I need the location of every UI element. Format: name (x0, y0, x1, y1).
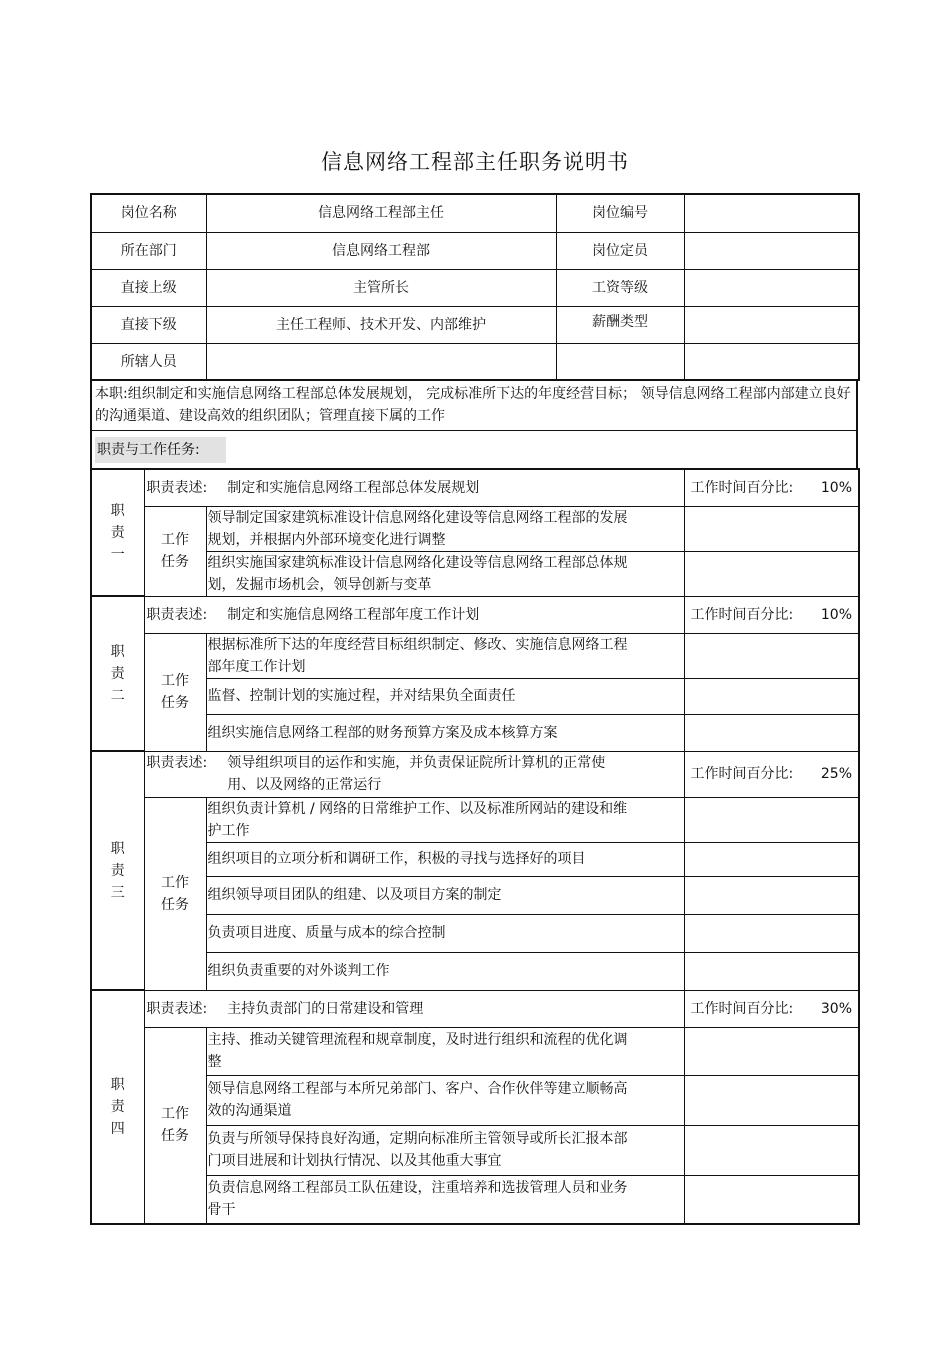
pct-label: 工作时间百分比: (690, 1000, 794, 1017)
salary-grade-value (684, 269, 859, 306)
task-item-text: 组织实施信息网络工程部的财务预算方案及成本核算方案 (207, 724, 558, 741)
pct-label: 工作时间百分比: (690, 479, 794, 496)
pct-value: 25% (820, 766, 852, 782)
info-table (90, 193, 860, 381)
task-item-text: 根据标准所下达的年度经营目标组织制定、修改、实施信息网络工程部年度工作计划 (207, 636, 628, 675)
task-blank (684, 797, 859, 842)
staffing-label: 岗位定员 (556, 232, 684, 269)
salary-type-label: 薪酬类型 (556, 306, 684, 343)
post-name-label: 岗位名称 (91, 194, 206, 232)
duties-header-cell (91, 431, 857, 470)
staff-extra (556, 343, 684, 380)
salary-grade-label: 工资等级 (556, 269, 684, 306)
task-item (206, 506, 684, 551)
task-item-text: 组织负责计算机 / 网络的日常维护工作、以及标准所网站的建设和维护工作 (207, 800, 628, 839)
pct-label: 工作时间百分比: (690, 766, 794, 782)
summary-text: 组织制定和实施信息网络工程部总体发展规划， 完成标准所下达的年度经营目标； 领导信息网络工程部内部建立良好的沟通渠道、建设高效的组织团队；管理直接下属的工作 (95, 386, 851, 424)
task-item-text: 组织负责重要的对外谈判工作 (207, 963, 390, 979)
staff-extra-2 (684, 343, 859, 380)
duty-name-text: 职责一 (110, 502, 125, 563)
task-blank (684, 952, 859, 990)
post-name-value: 信息网络工程部主任 (206, 194, 556, 232)
salary-type-value (684, 306, 859, 343)
dept-value: 信息网络工程部 (206, 232, 556, 269)
task-item-text: 组织项目的立项分析和调研工作，积极的寻找与选择好的项目 (207, 851, 586, 867)
task-label-text: 工作任务 (161, 874, 189, 913)
task-label (144, 797, 206, 990)
task-label (144, 633, 206, 751)
superior-label: 直接上级 (91, 269, 206, 306)
task-item (206, 1175, 684, 1224)
task-item-text: 领导信息网络工程部与本所兄弟部门、客户、合作伙伴等建立顺畅高效的沟通渠道 (207, 1081, 628, 1119)
task-blank (684, 1075, 859, 1125)
duty-name (91, 469, 144, 596)
duty-desc-label: 职责表述: (146, 479, 208, 496)
post-no-value (684, 194, 859, 232)
duty-desc-text: 主持负责部门的日常建设和管理 (227, 1000, 424, 1017)
task-item-text: 组织领导项目团队的组建、以及项目方案的制定 (207, 887, 502, 903)
pct-value: 30% (820, 1000, 852, 1017)
task-label-text: 工作任务 (161, 673, 189, 711)
task-item-text: 领导制定国家建筑标准设计信息网络化建设等信息网络工程部的发展规划，并根据内外部环境变化进行调整 (207, 509, 628, 548)
post-no-label: 岗位编号 (556, 194, 684, 232)
task-blank (684, 914, 859, 952)
duties-table (90, 468, 860, 1225)
duty-name (91, 751, 144, 990)
duty-pct (684, 990, 859, 1027)
task-item-text: 负责与所领导保持良好沟通，定期向标准所主管领导或所长汇报本部门项目进展和计划执行情况、以及其他重大事宜 (207, 1131, 628, 1169)
summary-label: 本职: (95, 386, 128, 402)
task-item (206, 952, 684, 990)
duty-desc (144, 596, 684, 633)
task-blank (684, 1125, 859, 1175)
duty-pct (684, 751, 859, 797)
summary-cell (91, 380, 857, 431)
task-item-text: 负责信息网络工程部员工队伍建设，注重培养和选拔管理人员和业务骨干 (207, 1180, 628, 1219)
task-blank (684, 876, 859, 914)
duty-pct (684, 596, 859, 633)
task-label (144, 506, 206, 596)
task-item (206, 551, 684, 596)
duties-header-table (90, 430, 858, 470)
duty-desc-text: 制定和实施信息网络工程部年度工作计划 (227, 606, 480, 623)
task-item (206, 914, 684, 952)
summary-table (90, 379, 858, 431)
duty-desc-label: 职责表述: (146, 1000, 208, 1017)
duty-name (91, 990, 144, 1224)
subordinate-value: 主任工程师、技术开发、内部维护 (206, 306, 556, 343)
task-item-text: 组织实施国家建筑标准设计信息网络化建设等信息网络工程部总体规划，发掘市场机会，领导创新与变革 (207, 554, 628, 593)
duty-name (91, 596, 144, 751)
staff-label: 所辖人员 (91, 343, 206, 380)
task-blank (684, 633, 859, 678)
duty-desc (144, 469, 684, 506)
duty-name-text: 职责三 (110, 840, 125, 901)
superior-value: 主管所长 (206, 269, 556, 306)
task-blank (684, 1027, 859, 1075)
duties-header: 职责与工作任务: (95, 437, 226, 463)
task-label-text: 工作任务 (161, 532, 189, 570)
task-blank (684, 714, 859, 751)
task-item (206, 678, 684, 714)
task-item-text: 负责项目进度、质量与成本的综合控制 (207, 925, 446, 941)
duty-desc-label: 职责表述: (146, 606, 208, 623)
duty-desc-label: 职责表述: (146, 755, 208, 771)
staffing-value (684, 232, 859, 269)
staff-value (206, 343, 556, 380)
task-item (206, 714, 684, 751)
task-item (206, 1027, 684, 1075)
task-item (206, 842, 684, 876)
task-item (206, 1075, 684, 1125)
duty-desc (144, 990, 684, 1027)
task-blank (684, 678, 859, 714)
task-blank (684, 1175, 859, 1224)
task-label (144, 1027, 206, 1224)
subordinate-label: 直接下级 (91, 306, 206, 343)
page-title: 信息网络工程部主任职务说明书 (321, 150, 629, 174)
task-item (206, 1125, 684, 1175)
task-item-text: 监督、控制计划的实施过程，并对结果负全面责任 (207, 688, 516, 704)
task-blank (684, 506, 859, 551)
task-item-text: 主持、推动关键管理流程和规章制度，及时进行组织和流程的优化调整 (207, 1032, 628, 1070)
task-blank (684, 551, 859, 596)
dept-label: 所在部门 (91, 232, 206, 269)
task-label-text: 工作任务 (161, 1106, 189, 1145)
pct-value: 10% (820, 479, 852, 496)
duty-pct (684, 469, 859, 506)
duty-name-text: 职责四 (110, 1077, 125, 1137)
duty-desc-text: 领导组织项目的运作和实施，并负责保证院所计算机的正常使用、以及网络的正常运行 (227, 755, 606, 793)
duty-desc (144, 751, 684, 797)
task-blank (684, 842, 859, 876)
task-item (206, 797, 684, 842)
pct-label: 工作时间百分比: (690, 606, 794, 623)
pct-value: 10% (820, 606, 852, 623)
task-item (206, 876, 684, 914)
task-item (206, 633, 684, 678)
duty-desc-text: 制定和实施信息网络工程部总体发展规划 (227, 479, 480, 496)
duty-name-text: 职责二 (110, 643, 125, 704)
